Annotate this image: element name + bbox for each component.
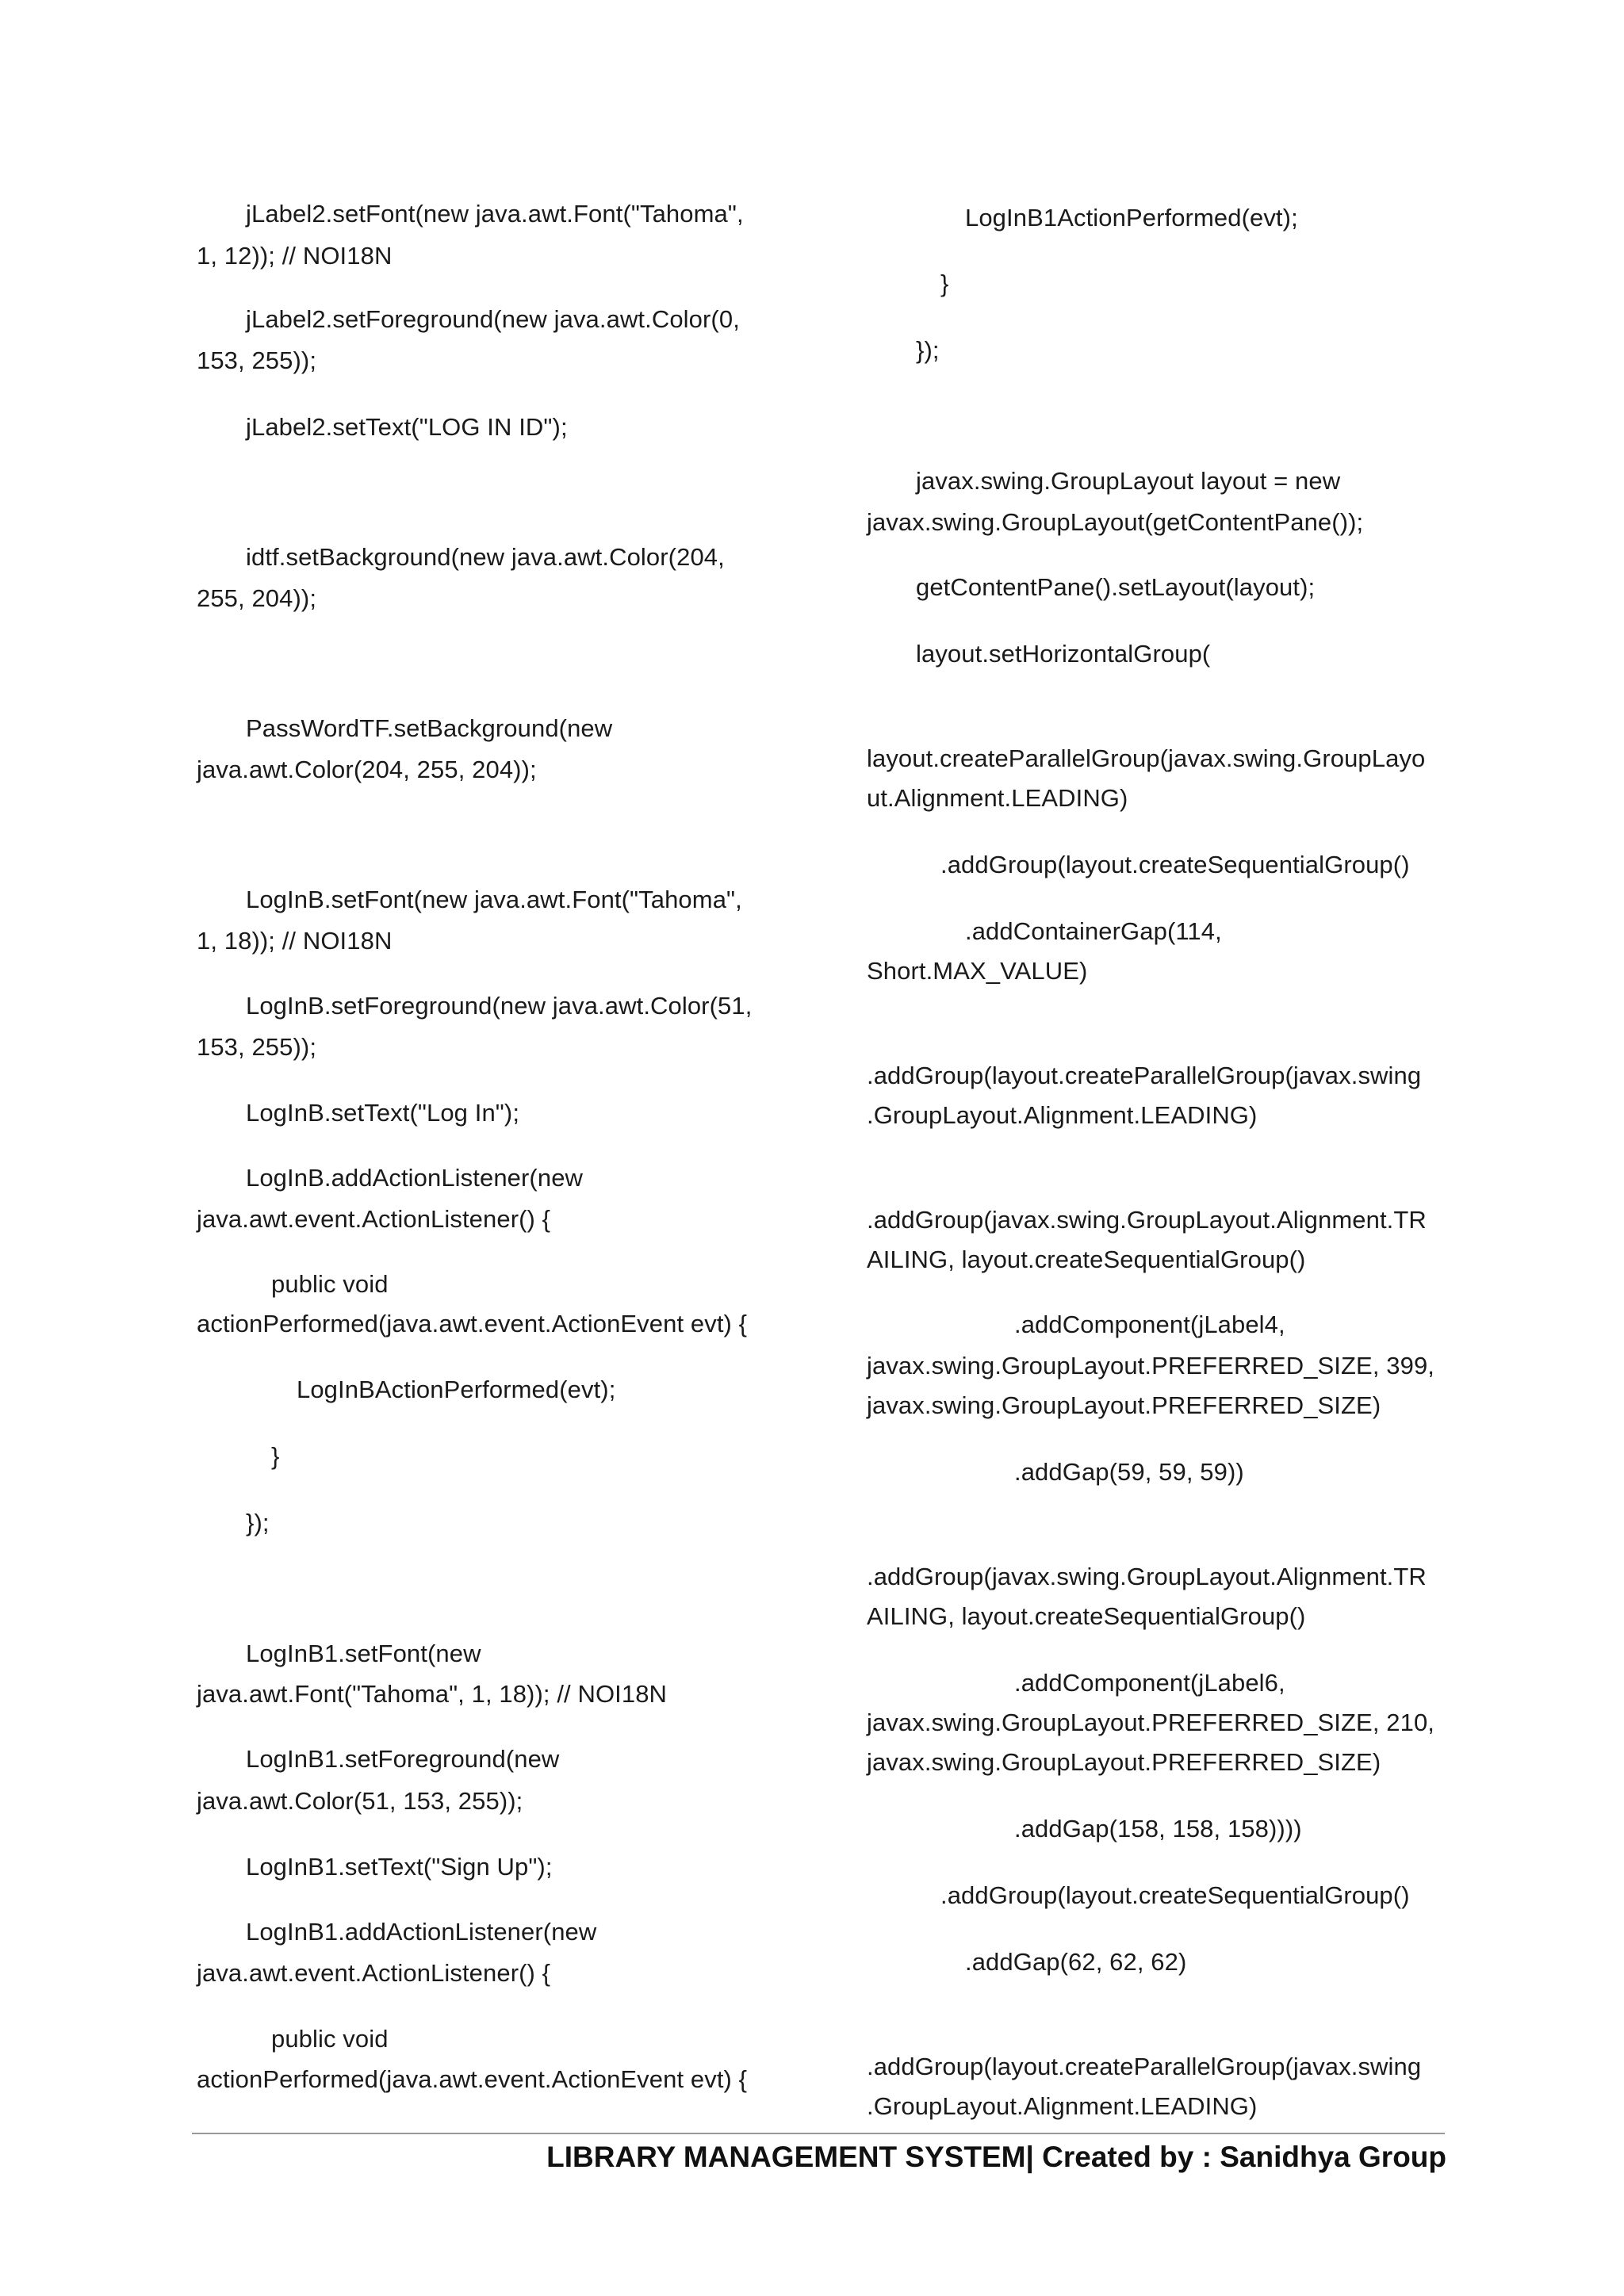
code-line: .GroupLayout.Alignment.LEADING): [867, 1101, 1258, 1129]
code-line: .addGap(62, 62, 62): [965, 1948, 1187, 1976]
code-line: AILING, layout.createSequentialGroup(): [867, 1246, 1306, 1273]
code-line: java.awt.Color(51, 153, 255));: [197, 1787, 523, 1815]
code-line: .addGroup(layout.createSequentialGroup(): [940, 851, 1410, 878]
code-line: .addGap(158, 158, 158)))): [1014, 1815, 1302, 1843]
code-line: java.awt.Font("Tahoma", 1, 18)); // NOI18N: [197, 1680, 668, 1708]
code-line: });: [916, 336, 940, 364]
code-line: }: [940, 270, 949, 297]
code-line: ut.Alignment.LEADING): [867, 784, 1128, 812]
code-line: layout.createParallelGroup(javax.swing.GroupLayo: [867, 744, 1426, 772]
code-line: 1, 12)); // NOI18N: [197, 242, 393, 270]
code-line: LogInB1.setText("Sign Up");: [246, 1853, 553, 1881]
code-line: LogInB.setFont(new java.awt.Font("Tahoma",: [246, 886, 742, 913]
code-line: actionPerformed(java.awt.event.ActionEvent evt) {: [197, 2065, 748, 2093]
code-line: actionPerformed(java.awt.event.ActionEvent evt) {: [197, 1310, 748, 1337]
code-line: layout.setHorizontalGroup(: [916, 640, 1211, 668]
code-line: PassWordTF.setBackground(new: [246, 714, 613, 742]
code-line: LogInB.setText("Log In");: [246, 1099, 520, 1127]
code-line: java.awt.Color(204, 255, 204));: [197, 756, 537, 783]
code-line: .addGroup(layout.createParallelGroup(javax.swing: [867, 2053, 1422, 2080]
code-line: .addGap(59, 59, 59)): [1014, 1458, 1244, 1486]
code-line: .addGroup(javax.swing.GroupLayout.Alignment.TR: [867, 1206, 1427, 1234]
code-line: });: [246, 1509, 270, 1536]
code-line: javax.swing.GroupLayout.PREFERRED_SIZE): [867, 1748, 1381, 1776]
code-line: jLabel2.setText("LOG IN ID");: [246, 413, 568, 441]
code-line: public void: [271, 1270, 389, 1298]
code-line: LogInB1.setForeground(new: [246, 1745, 560, 1773]
code-line: .addGroup(layout.createSequentialGroup(): [940, 1881, 1410, 1909]
code-line: javax.swing.GroupLayout(getContentPane());: [867, 508, 1364, 536]
code-line: .addComponent(jLabel4,: [1014, 1311, 1285, 1338]
code-line: javax.swing.GroupLayout.PREFERRED_SIZE, 399,: [867, 1352, 1434, 1380]
code-line: LogInBActionPerformed(evt);: [297, 1376, 616, 1403]
code-line: javax.swing.GroupLayout.PREFERRED_SIZE, 210,: [867, 1709, 1434, 1736]
code-line: public void: [271, 2025, 389, 2053]
code-line: .addGroup(layout.createParallelGroup(javax.swing: [867, 1062, 1422, 1089]
code-line: LogInB.setForeground(new java.awt.Color(51,: [246, 992, 753, 1020]
code-line: jLabel2.setForeground(new java.awt.Color(0,: [246, 305, 740, 333]
code-line: 153, 255));: [197, 346, 317, 374]
code-line: }: [271, 1442, 280, 1470]
code-line: getContentPane().setLayout(layout);: [916, 573, 1316, 601]
code-line: java.awt.event.ActionListener() {: [197, 1959, 551, 1987]
code-line: AILING, layout.createSequentialGroup(): [867, 1602, 1306, 1630]
code-line: 255, 204));: [197, 584, 317, 612]
code-line: LogInB1ActionPerformed(evt);: [965, 204, 1298, 232]
code-line: Short.MAX_VALUE): [867, 957, 1088, 985]
code-line: idtf.setBackground(new java.awt.Color(204,: [246, 543, 725, 571]
footer-divider: [192, 2133, 1445, 2134]
code-line: .addComponent(jLabel6,: [1014, 1669, 1285, 1697]
code-line: jLabel2.setFont(new java.awt.Font("Tahoma",: [246, 200, 744, 228]
code-line: 1, 18)); // NOI18N: [197, 927, 393, 955]
code-line: LogInB.addActionListener(new: [246, 1164, 584, 1192]
code-line: javax.swing.GroupLayout layout = new: [916, 467, 1341, 495]
code-line: .GroupLayout.Alignment.LEADING): [867, 2092, 1258, 2120]
code-line: .addContainerGap(114,: [965, 917, 1222, 945]
code-line: java.awt.event.ActionListener() {: [197, 1205, 551, 1233]
code-line: LogInB1.addActionListener(new: [246, 1918, 597, 1946]
code-line: LogInB1.setFont(new: [246, 1640, 481, 1667]
code-line: 153, 255));: [197, 1033, 317, 1061]
code-line: javax.swing.GroupLayout.PREFERRED_SIZE): [867, 1391, 1381, 1419]
footer-text: LIBRARY MANAGEMENT SYSTEM| Created by : Sanidhya Group: [546, 2141, 1446, 2173]
code-line: .addGroup(javax.swing.GroupLayout.Alignment.TR: [867, 1563, 1427, 1590]
